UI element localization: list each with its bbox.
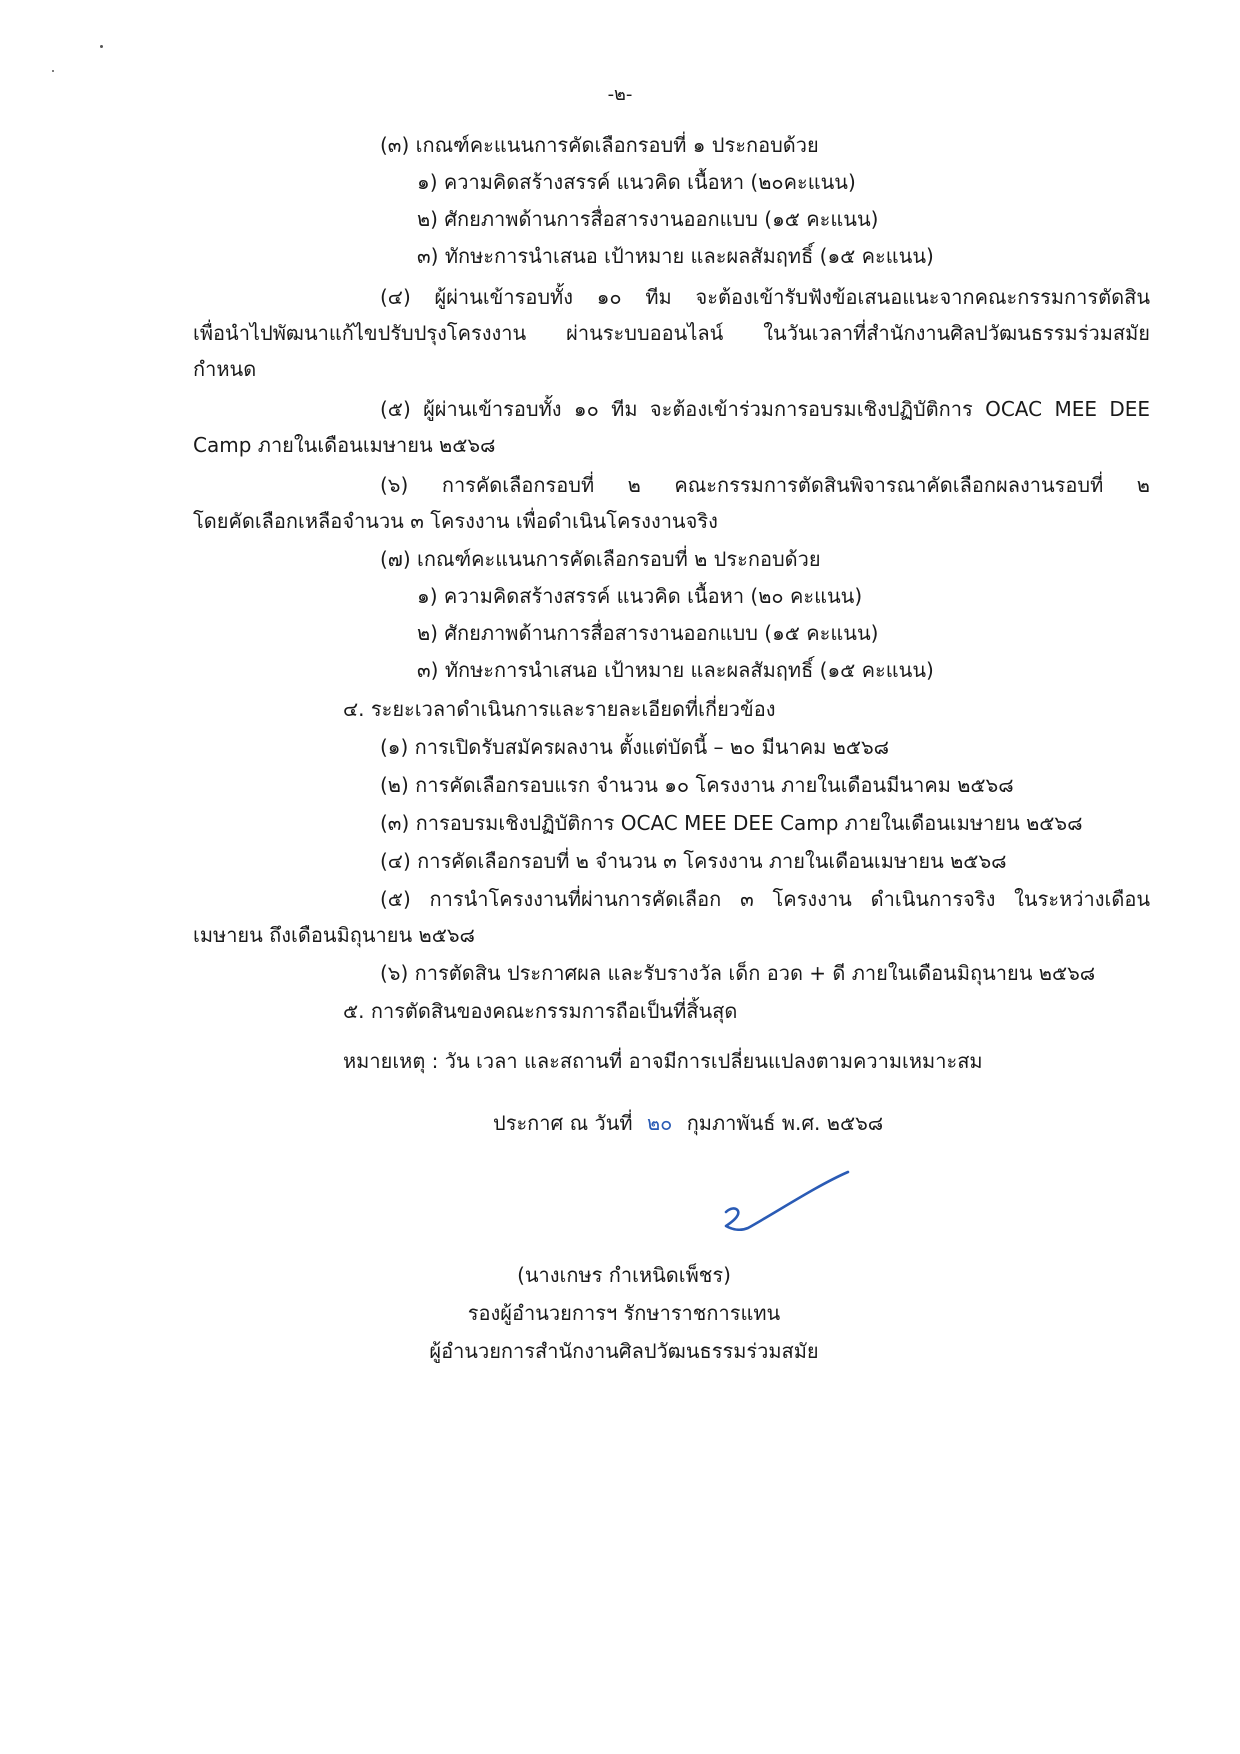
scan-speck	[52, 70, 54, 72]
paragraph-line: (๕) ผู้ผ่านเข้ารอบทั้ง ๑๐ ทีม จะต้องเข้าร่วมการอบรมเชิงปฏิบัติการ OCAC MEE DEE	[380, 397, 1150, 421]
schedule-item: (๖) การตัดสิน ประกาศผล และรับรางวัล เด็ก อวด + ดี ภายในเดือนมิถุนายน ๒๕๖๘	[380, 961, 1096, 985]
signatory-position: รองผู้อำนวยการฯ รักษาราชการแทน	[467, 1301, 781, 1325]
schedule-item: เมษายน ถึงเดือนมิถุนายน ๒๕๖๘	[193, 923, 475, 947]
criteria-item: ๓) ทักษะการนำเสนอ เป้าหมาย และผลสัมฤทธิ์ (๑๕ คะแนน)	[417, 658, 934, 682]
schedule-item: (๕) การนำโครงงานที่ผ่านการคัดเลือก ๓ โครงงาน ดำเนินการจริง ในระหว่างเดือน	[380, 887, 1150, 911]
criteria-round1-heading: (๓) เกณฑ์คะแนนการคัดเลือกรอบที่ ๑ ประกอบด้วย	[380, 133, 819, 157]
schedule-item: (๒) การคัดเลือกรอบแรก จำนวน ๑๐ โครงงาน ภายในเดือนมีนาคม ๒๕๖๘	[380, 773, 1014, 797]
criteria-item: ๒) ศักยภาพด้านการสื่อสารงานออกแบบ (๑๕ คะแนน)	[417, 621, 879, 645]
paragraph-line: เพื่อนำไปพัฒนาแก้ไขปรับปรุงโครงงาน ผ่านระบบออนไลน์ ในวันเวลาที่สำนักงานศิลปวัฒนธรรมร่วมสมัย	[193, 321, 1150, 345]
signatory-name: (นางเกษร กำเหนิดเพ็ชร)	[517, 1263, 731, 1287]
section-heading: ๔. ระยะเวลาดำเนินการและรายละเอียดที่เกี่ยวข้อง	[343, 697, 776, 721]
paragraph-line: โดยคัดเลือกเหลือจำนวน ๓ โครงงาน เพื่อดำเนินโครงงานจริง	[193, 509, 718, 533]
remark-note: หมายเหตุ : วัน เวลา และสถานที่ อาจมีการเปลี่ยนแปลงตามความเหมาะสม	[343, 1049, 983, 1073]
criteria-item: ๒) ศักยภาพด้านการสื่อสารงานออกแบบ (๑๕ คะแนน)	[417, 207, 879, 231]
criteria-round2-heading: (๗) เกณฑ์คะแนนการคัดเลือกรอบที่ ๒ ประกอบด้วย	[380, 547, 821, 571]
paragraph-line: กำหนด	[193, 357, 257, 381]
paragraph-line: Camp ภายในเดือนเมษายน ๒๕๖๘	[193, 433, 496, 457]
announcement-date	[493, 1110, 883, 1136]
announcement-prefix: ประกาศ ณ วันที่	[493, 1111, 633, 1135]
schedule-item: (๑) การเปิดรับสมัครผลงาน ตั้งแต่บัดนี้ – ๒๐ มีนาคม ๒๕๖๘	[380, 735, 890, 759]
section-heading: ๕. การตัดสินของคณะกรรมการถือเป็นที่สิ้นสุด	[343, 999, 738, 1023]
page-number: -๒-	[607, 84, 633, 105]
schedule-item: (๔) การคัดเลือกรอบที่ ๒ จำนวน ๓ โครงงาน ภายในเดือนเมษายน ๒๕๖๘	[380, 849, 1007, 873]
criteria-item: ๑) ความคิดสร้างสรรค์ แนวคิด เนื้อหา (๒๐ คะแนน)	[417, 584, 863, 608]
paragraph-line: (๖) การคัดเลือกรอบที่ ๒ คณะกรรมการตัดสินพิจารณาคัดเลือกผลงานรอบที่ ๒	[380, 473, 1150, 497]
announcement-month-year: กุมภาพันธ์ พ.ศ. ๒๕๖๘	[686, 1111, 884, 1135]
paragraph-line: (๔) ผู้ผ่านเข้ารอบทั้ง ๑๐ ทีม จะต้องเข้ารับฟังข้อเสนอแนะจากคณะกรรมการตัดสิน	[380, 285, 1150, 309]
signatory-position: ผู้อำนวยการสำนักงานศิลปวัฒนธรรมร่วมสมัย	[429, 1339, 819, 1363]
criteria-item: ๓) ทักษะการนำเสนอ เป้าหมาย และผลสัมฤทธิ์ (๑๕ คะแนน)	[417, 244, 934, 268]
announcement-day: ๒๐	[646, 1111, 673, 1135]
schedule-item: (๓) การอบรมเชิงปฏิบัติการ OCAC MEE DEE Camp ภายในเดือนเมษายน ๒๕๖๘	[380, 811, 1083, 835]
scan-speck	[100, 45, 103, 48]
handwritten-signature	[700, 1160, 860, 1250]
criteria-item: ๑) ความคิดสร้างสรรค์ แนวคิด เนื้อหา (๒๐คะแนน)	[417, 170, 856, 194]
